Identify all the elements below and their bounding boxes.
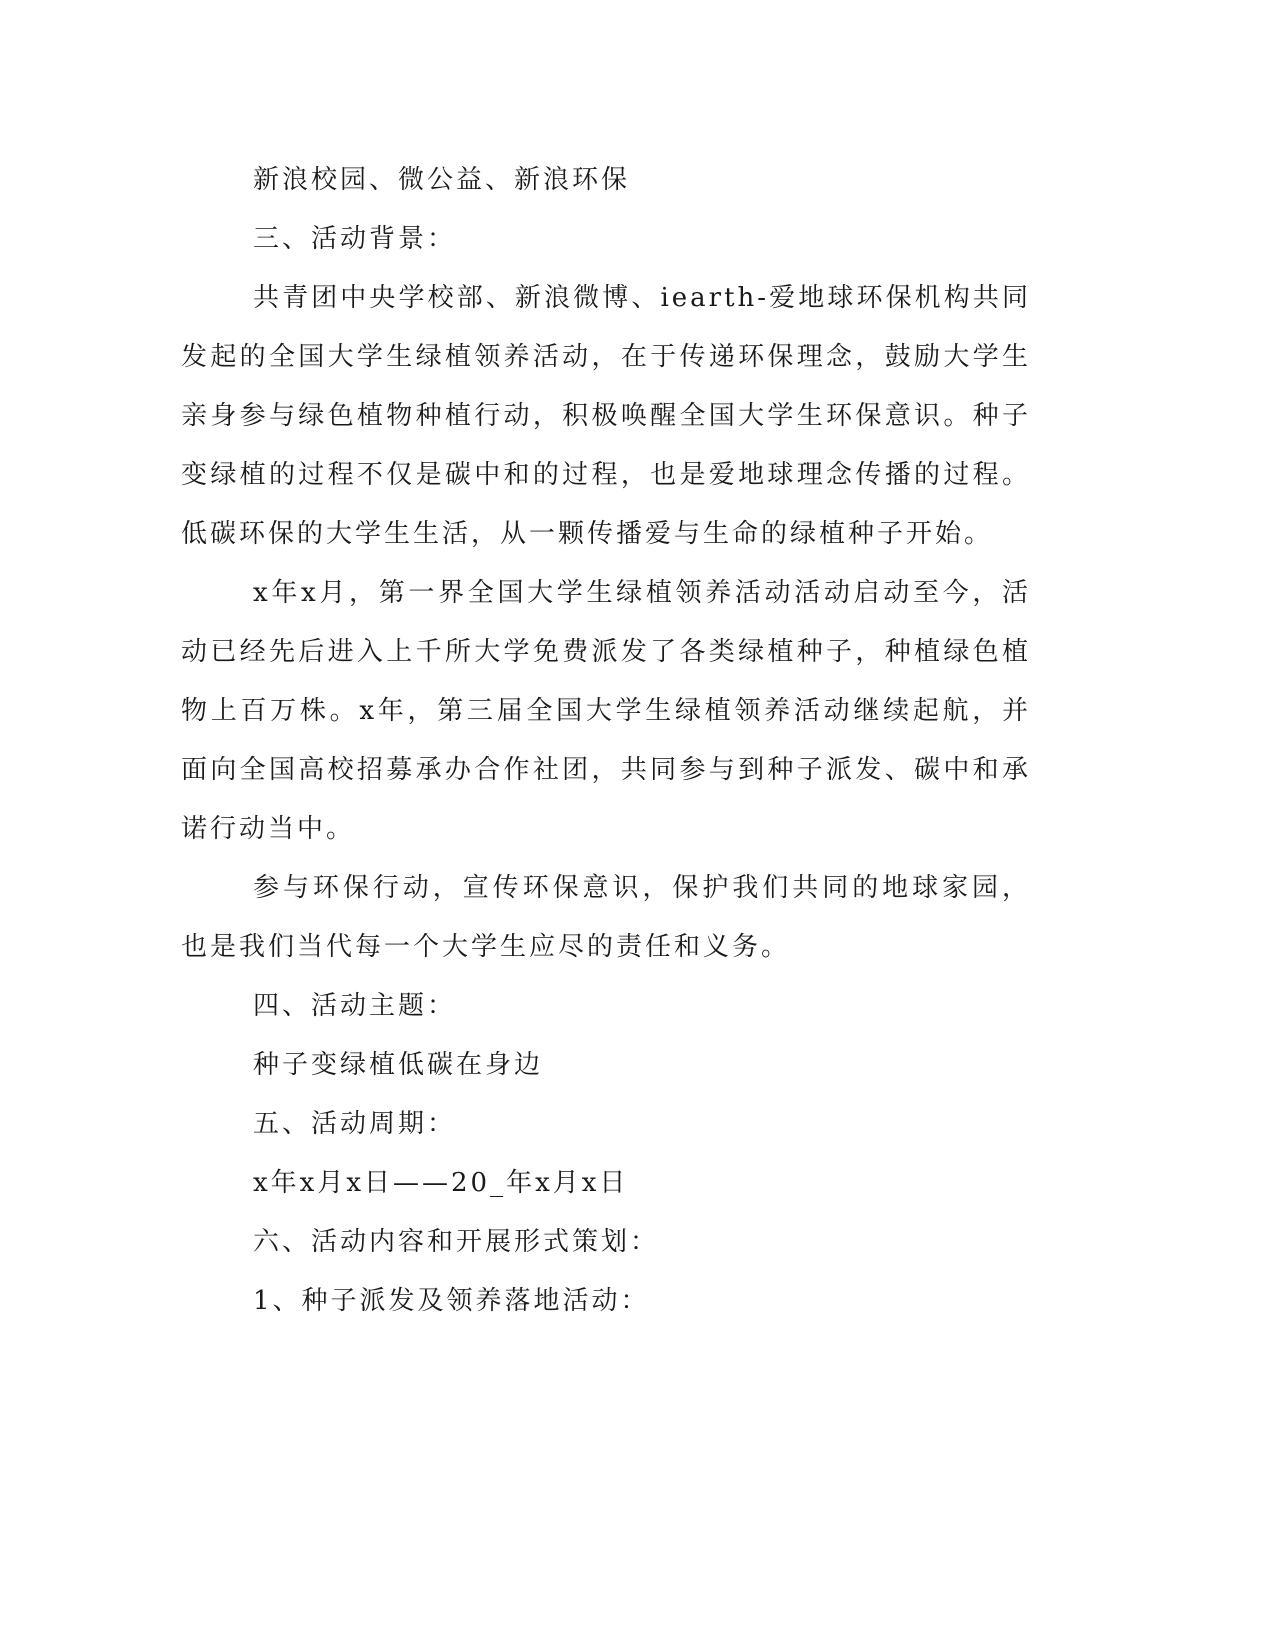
- document-page: [181, 151, 1031, 1331]
- heading-period: 五、活动周期：: [253, 1109, 457, 1139]
- heading-content: 六、活动内容和开展形式策划：: [253, 1227, 660, 1257]
- paragraph-period: x年x月x日——20_年x月x日: [253, 1168, 629, 1198]
- heading-background: 三、活动背景：: [253, 224, 457, 254]
- paragraph-background-intro: 共青团中央学校部、新浪微博、iearth-爱地球环保机构共同发起的全国大学生绿植领养活动，在于传递环保理念，鼓励大学生亲身参与绿色植物种植行动，积极唤醒全国大学生环保意识。种子变绿植的过程不仅是碳中和的过程，也是爱地球理念传播的过程。低碳环保的大学生生活，从一颗传播爱与生命的绿植种子开始。: [181, 283, 1031, 549]
- paragraph-background-history: x年x月，第一界全国大学生绿植领养活动活动启动至今，活动已经先后进入上千所大学免费派发了各类绿植种子，种植绿色植物上百万株。x年，第三届全国大学生绿植领养活动继续起航，并面向全国高校招募承办合作社团，共同参与到种子派发、碳中和承诺行动当中。: [181, 578, 1031, 844]
- paragraph-background-duty: 参与环保行动，宣传环保意识，保护我们共同的地球家园，也是我们当代每一个大学生应尽的责任和义务。: [181, 873, 1031, 962]
- subheading-seed-distribution: 1、种子派发及领养落地活动：: [253, 1286, 650, 1316]
- paragraph-theme: 种子变绿植低碳在身边: [253, 1050, 544, 1080]
- heading-theme: 四、活动主题：: [253, 991, 457, 1021]
- paragraph-sponsors: 新浪校园、微公益、新浪环保: [253, 165, 631, 195]
